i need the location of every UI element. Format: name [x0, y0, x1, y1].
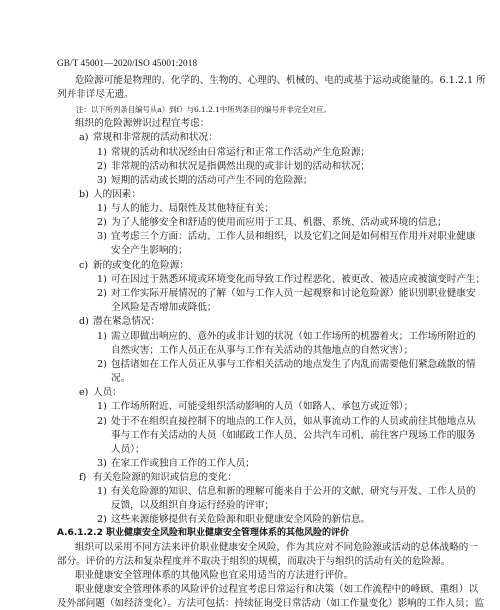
intro-line: 列并非详尽无遗。: [57, 89, 134, 100]
body-line: 及外部问题（如经济变化）。方法可包括：持续征询受日常活动（如工作量变化）影响的工作人员；监: [57, 598, 484, 609]
sub-item-text: 这些来源能够提供有关危险源和职业健康安全风险的新信息。: [111, 514, 371, 525]
list-item-d-title: 潜在紧急情况：: [93, 316, 161, 327]
list-item-e-title: 人员：: [93, 387, 122, 398]
sub-item-marker: 2): [97, 416, 107, 427]
sub-item-marker: 3): [97, 458, 107, 469]
list-item-c-marker: c): [79, 260, 89, 271]
sub-item-marker: 2): [97, 514, 107, 525]
sub-item-text: 处于不在组织直接控制下的地点的工作人员，如从事流动工作的人员或前往其他地点从: [111, 416, 476, 427]
sub-item-marker: 1): [97, 401, 107, 412]
list-item-c-title: 新的或变化的危险源：: [93, 260, 189, 271]
sub-item-text-cont: 自然灾害；工作人员正在从事与工作有关活动的其他地点的自然灾害）；: [111, 345, 414, 356]
sub-item-text: 为了人能够安全和舒适的使用而应用于工具、机器、系统、活动或环境的信息；: [111, 217, 447, 228]
sub-item-text: 宜考虑三个方面：活动、工作人员和组织，以及它们之间是如何相互作用并对职业健康: [111, 231, 476, 242]
sub-item-text: 与人的能力、局限性及其他特征有关；: [111, 203, 275, 214]
body-line: 组织可以采用不同方法来评价职业健康安全风险，作为其应对不同危险源或活动的总体战略的一: [75, 542, 478, 553]
sub-item-marker: 1): [97, 203, 107, 214]
sub-item-text: 非常规的活动和状况是指偶然出现的或非计划的活动和状况；: [111, 161, 371, 172]
consider-intro: 组织的危险源辨识过程宜考虑：: [75, 118, 210, 129]
list-marker: a): [79, 132, 89, 143]
note-text: 注：以下所列条目编号从a）到f）与6.1.2.1中所列条目的编号并非完全对应。: [76, 105, 331, 114]
sub-item-text: 工作场所附近、可能受组织活动影响的人员（如路人、承包方或近邻）；: [111, 401, 414, 412]
sub-item-marker: 3): [97, 231, 107, 242]
sub-item-marker: 1): [97, 274, 107, 285]
list-item-b-marker: b): [79, 189, 89, 200]
sub-item-text-cont: 反馈，以及组织自身运行经验的评审；: [111, 500, 275, 511]
list-item-b-title: 人的因素：: [93, 189, 141, 200]
sub-item-text: 在家工作或独自工作的工作人员；: [111, 458, 255, 469]
sub-item-marker: 2): [97, 161, 107, 172]
list-item-a: [79, 131, 88, 144]
sub-item-marker: 1): [97, 147, 107, 158]
sub-item-marker: 2): [97, 217, 107, 228]
sub-item-text: 有关危险源的知识、信息和新的理解可能来自于公开的文献、研究与开发、工作人员的: [111, 486, 476, 497]
section-heading: [57, 527, 349, 540]
sub-item-marker: 2): [97, 288, 107, 299]
sub-item-text-cont: 安全产生影响的；: [111, 245, 188, 256]
list-item-f-title: 有关危险源的知识或信息的变化：: [93, 472, 237, 483]
sub-item-text: 包括诸如在工作人员正从事与工作相关活动的地点发生了内乱而需要他们紧急疏散的情: [111, 359, 476, 370]
sub-item-marker: 1): [97, 331, 107, 342]
sub-item-text: 需立即做出响应的、意外的或非计划的状况（如工作场所的机器着火；工作场所附近的: [111, 331, 476, 342]
list-item-a-title: 常规和非常规的活动和状况：: [93, 132, 218, 143]
body-line: 部分。评价的方法和复杂程度并不取决于组织的规模，而取决于与组织的活动有关的危险源。: [57, 556, 451, 567]
sub-item-text-cont: 人员）；: [111, 444, 145, 455]
section-title: 职业健康安全风险和职业健康安全管理体系的其他风险的评价: [106, 528, 350, 538]
sub-item-marker: 3): [97, 175, 107, 186]
list-item-d-marker: d): [79, 316, 89, 327]
sub-item-text: 常规的活动和状况经由日常运行和正常工作活动产生危险源；: [111, 147, 371, 158]
sub-item-text-cont: 全风险是否增加或降低；: [111, 302, 217, 313]
sub-item-marker: 2): [97, 359, 107, 370]
body-line: 职业健康安全管理体系的其他风险也宜采用适当的方法进行评价。: [75, 570, 354, 581]
standard-code-header: GB/T 45001—2020/ISO 45001:2018: [57, 58, 198, 68]
list-item-f-marker: f): [79, 472, 87, 483]
sub-item-text-cont: 况。: [111, 373, 131, 384]
sub-item-text-cont: 事与工作有关活动的人员（如邮政工作人员、公共汽车司机、前往客户现场工作的服务: [111, 430, 476, 441]
sub-item-text: 可在因过于熟悉环境或环境变化而导致工作过程恶化、被更改、被适应或被演变时产生；: [111, 274, 486, 285]
body-line: 职业健康安全管理体系的风险评价过程宜考虑日常运行和决策（如工作流程中的峰顾、重组）以: [75, 584, 478, 595]
intro-line: 危险源可能是物理的、化学的、生物的、心理的、机械的、电的或基于运动或能量的。6.1.2.1 所: [75, 75, 486, 86]
sub-item-text: 对工作实际开展情况的了解（如与工作人员一起观察和讨论危险源）能识别职业健康安: [111, 288, 476, 299]
sub-item-marker: 1): [97, 486, 107, 497]
list-item-e-marker: e): [79, 387, 89, 398]
section-number: A.6.1.2.2: [57, 528, 103, 538]
sub-item-text: 短期的活动或长期的活动可产生不同的危险源；: [111, 175, 313, 186]
